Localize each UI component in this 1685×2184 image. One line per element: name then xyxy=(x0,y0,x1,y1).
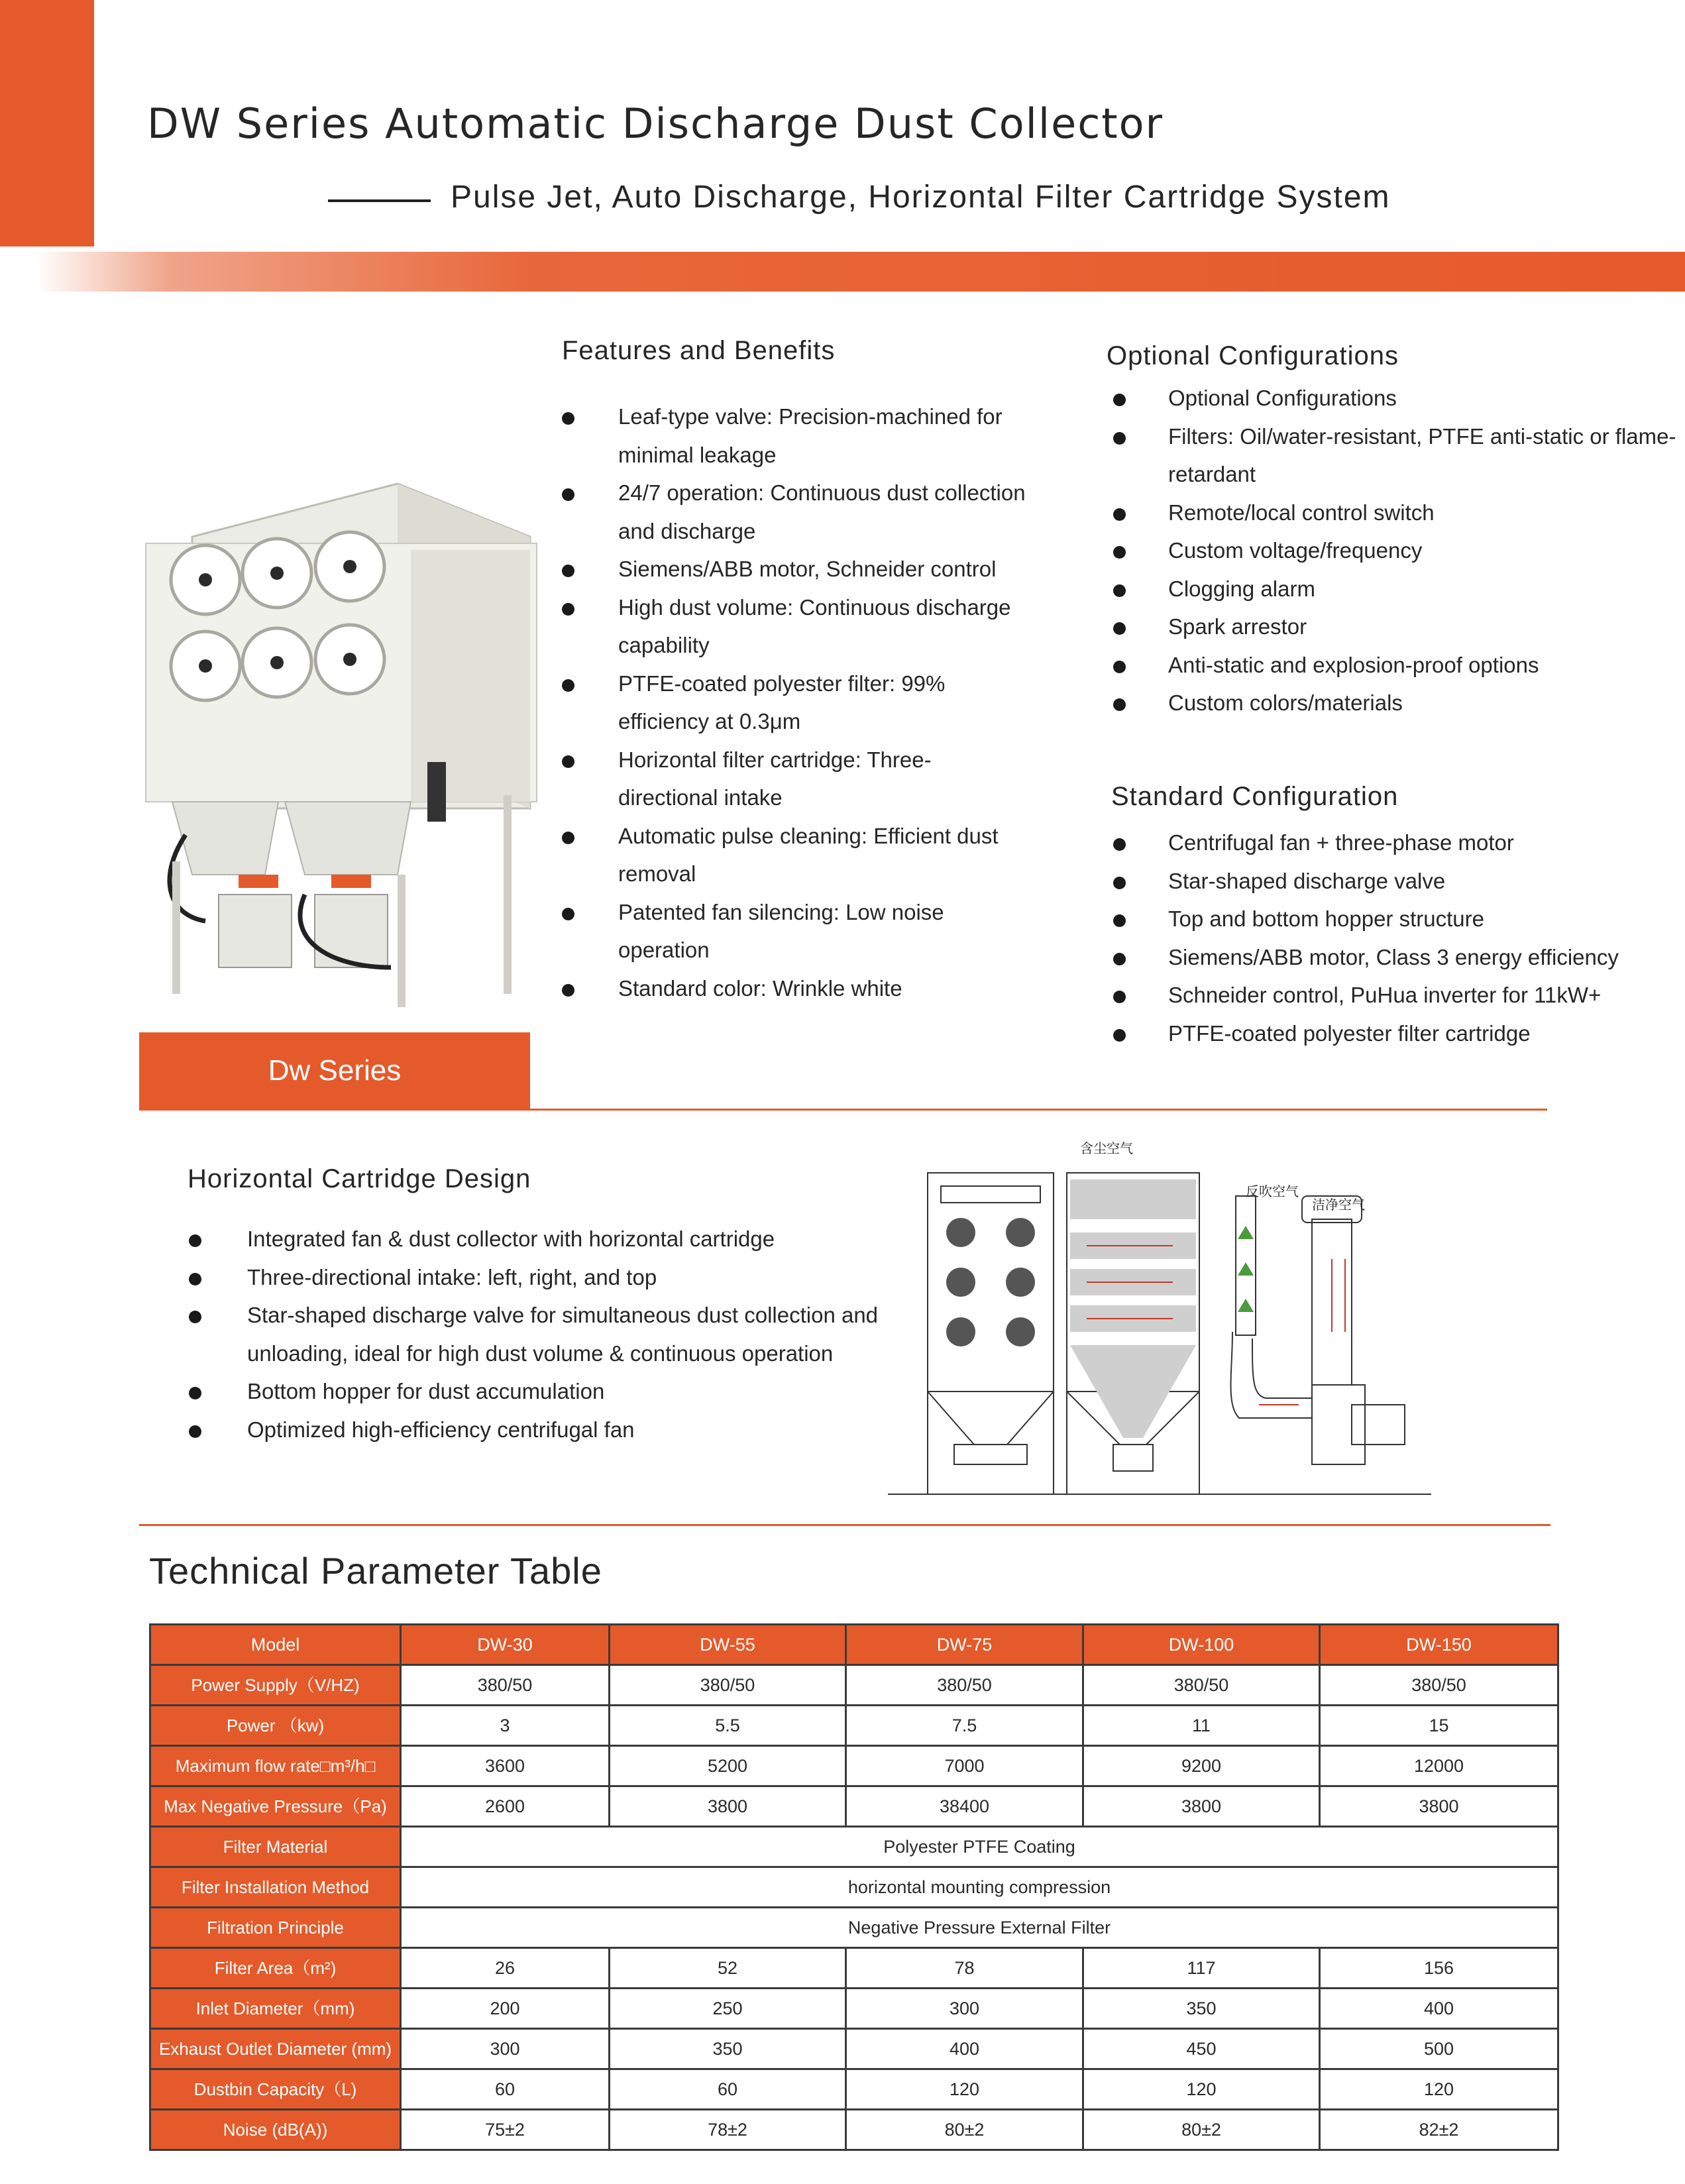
list-item: Bottom hopper for dust accumulation xyxy=(189,1372,885,1411)
table-cell: 117 xyxy=(1083,1948,1320,1989)
table-cell: 300 xyxy=(846,1989,1083,2029)
table-cell: 3800 xyxy=(610,1786,846,1827)
row-label: Filter Installation Method xyxy=(150,1867,401,1908)
table-row xyxy=(150,1706,1558,1746)
table-cell: 120 xyxy=(1320,2069,1558,2110)
table-cell: 5200 xyxy=(610,1746,846,1786)
list-item: Star-shaped discharge valve xyxy=(1113,862,1683,901)
standard-list xyxy=(1113,824,1683,1052)
list-item: Custom voltage/frequency xyxy=(1113,531,1683,570)
list-item: Clogging alarm xyxy=(1113,570,1683,608)
standard-heading: Standard Configuration xyxy=(1111,782,1399,811)
features-heading: Features and Benefits xyxy=(562,336,836,365)
row-label: Exhaust Outlet Diameter (mm) xyxy=(150,2029,401,2069)
table-row xyxy=(150,1827,1558,1867)
table-cell: 380/50 xyxy=(846,1665,1083,1706)
table-cell: 60 xyxy=(610,2069,846,2110)
table-cell: 400 xyxy=(846,2029,1083,2069)
table-cell: 80±2 xyxy=(1083,2110,1320,2150)
table-cell: horizontal mounting compression xyxy=(401,1867,1558,1908)
table-header-cell: DW-150 xyxy=(1320,1625,1558,1665)
optional-list xyxy=(1113,379,1683,722)
table-row xyxy=(150,1948,1558,1989)
table-cell: 380/50 xyxy=(401,1665,610,1706)
row-label: Filter Material xyxy=(150,1827,401,1867)
list-item: Patented fan silencing: Low noise operation xyxy=(562,893,1026,969)
table-cell: 400 xyxy=(1320,1989,1558,2029)
table-cell: 7.5 xyxy=(846,1706,1083,1746)
table-cell: 3 xyxy=(401,1706,610,1746)
horizontal-list xyxy=(189,1220,885,1448)
table-cell: 3800 xyxy=(1320,1786,1558,1827)
table-cell: Polyester PTFE Coating xyxy=(401,1827,1558,1867)
series-badge xyxy=(139,1032,530,1109)
table-cell: 52 xyxy=(610,1948,846,1989)
list-item: Leaf-type valve: Precision-machined for minimal leakage xyxy=(562,398,1026,474)
row-label: Noise (dB(A)) xyxy=(150,2110,401,2150)
row-label: Inlet Diameter（mm) xyxy=(150,1989,401,2029)
table-cell: 7000 xyxy=(846,1746,1083,1786)
list-item: Siemens/ABB motor, Class 3 energy efficiency xyxy=(1113,938,1683,977)
table-cell: 380/50 xyxy=(610,1665,846,1706)
table-row xyxy=(150,2110,1558,2150)
list-item: Siemens/ABB motor, Schneider control xyxy=(562,550,1026,588)
section-divider xyxy=(139,1524,1550,1526)
table-cell: 120 xyxy=(846,2069,1083,2110)
table-cell: 5.5 xyxy=(610,1706,846,1746)
label-pulse-air: 反吹空气 xyxy=(1246,1183,1299,1199)
table-cell: 156 xyxy=(1320,1948,1558,1989)
table-cell: 2600 xyxy=(401,1786,610,1827)
table-cell: 300 xyxy=(401,2029,610,2069)
table-header-cell: Model xyxy=(150,1625,401,1665)
list-item: Three-directional intake: left, right, and top xyxy=(189,1258,885,1297)
table-cell: 80±2 xyxy=(846,2110,1083,2150)
list-item: Optimized high-efficiency centrifugal fan xyxy=(189,1411,885,1449)
table-row xyxy=(150,1786,1558,1827)
table-cell: 82±2 xyxy=(1320,2110,1558,2150)
list-item: Top and bottom hopper structure xyxy=(1113,900,1683,938)
table-row xyxy=(150,2069,1558,2110)
header-gradient-band xyxy=(36,252,1685,292)
list-item: Integrated fan & dust collector with horizontal cartridge xyxy=(189,1220,885,1258)
features-list xyxy=(562,398,1026,1007)
table-cell: 9200 xyxy=(1083,1746,1320,1786)
horizontal-heading: Horizontal Cartridge Design xyxy=(188,1164,531,1193)
schematic-diagram xyxy=(888,1133,1431,1498)
series-label: Dw Series xyxy=(268,1054,402,1087)
page-title: DW Series Automatic Discharge Dust Collector xyxy=(147,99,1164,148)
product-photo xyxy=(133,464,543,1027)
table-cell: 60 xyxy=(401,2069,610,2110)
table-row xyxy=(150,1867,1558,1908)
list-item: Filters: Oil/water-resistant, PTFE anti-static or flame-retardant xyxy=(1113,417,1683,494)
table-cell: 15 xyxy=(1320,1706,1558,1746)
table-header-cell: DW-55 xyxy=(610,1625,846,1665)
list-item: Centrifugal fan + three-phase motor xyxy=(1113,824,1683,862)
list-item: 24/7 operation: Continuous dust collection and discharge xyxy=(562,474,1026,550)
table-row xyxy=(150,1665,1558,1706)
optional-heading: Optional Configurations xyxy=(1107,341,1399,370)
list-item: Optional Configurations xyxy=(1113,379,1683,417)
table-cell: 78 xyxy=(846,1948,1083,1989)
row-label: Maximum flow rate□m³/h□ xyxy=(150,1746,401,1786)
list-item: Standard color: Wrinkle white xyxy=(562,969,1026,1008)
section-divider xyxy=(139,1109,1547,1111)
table-cell: 380/50 xyxy=(1083,1665,1320,1706)
table-cell: 3600 xyxy=(401,1746,610,1786)
parameter-table xyxy=(149,1623,1559,2151)
table-cell: 38400 xyxy=(846,1786,1083,1827)
table-cell: 26 xyxy=(401,1948,610,1989)
row-label: Max Negative Pressure（Pa) xyxy=(150,1786,401,1827)
list-item: Horizontal filter cartridge: Three-directional intake xyxy=(562,741,1026,817)
table-cell: 380/50 xyxy=(1320,1665,1558,1706)
table-header-cell: DW-75 xyxy=(846,1625,1083,1665)
label-dusty-air: 含尘空气 xyxy=(1080,1140,1133,1156)
list-item: Remote/local control switch xyxy=(1113,494,1683,532)
list-item: PTFE-coated polyester filter cartridge xyxy=(1113,1014,1683,1053)
list-item: Automatic pulse cleaning: Efficient dust removal xyxy=(562,817,1026,893)
list-item: Anti-static and explosion-proof options xyxy=(1113,646,1683,684)
table-cell: 350 xyxy=(610,2029,846,2069)
table-cell: 200 xyxy=(401,1989,610,2029)
list-item: Spark arrestor xyxy=(1113,608,1683,646)
table-header-cell: DW-100 xyxy=(1083,1625,1320,1665)
list-item: Custom colors/materials xyxy=(1113,684,1683,722)
page-subtitle: Pulse Jet, Auto Discharge, Horizontal Filter Cartridge System xyxy=(451,180,1391,215)
list-item: PTFE-coated polyester filter: 99% efficiency at 0.3μm xyxy=(562,665,1026,741)
list-item: Star-shaped discharge valve for simultaneous dust collection and unloading, ideal for high dust volume & continuous operation xyxy=(189,1296,885,1372)
table-cell: 12000 xyxy=(1320,1746,1558,1786)
table-cell: 250 xyxy=(610,1989,846,2029)
row-label: Dustbin Capacity（L) xyxy=(150,2069,401,2110)
row-label: Power （kw) xyxy=(150,1706,401,1746)
table-cell: 78±2 xyxy=(610,2110,846,2150)
label-clean-air: 洁净空气 xyxy=(1312,1197,1365,1213)
table-row xyxy=(150,1746,1558,1786)
corner-accent-block xyxy=(0,0,94,246)
row-label: Power Supply（V/HZ) xyxy=(150,1665,401,1706)
table-header-cell: DW-30 xyxy=(401,1625,610,1665)
row-label: Filter Area（m²) xyxy=(150,1948,401,1989)
subtitle-rule xyxy=(328,199,431,202)
table-cell: 450 xyxy=(1083,2029,1320,2069)
table-row xyxy=(150,1989,1558,2029)
table-cell: 120 xyxy=(1083,2069,1320,2110)
table-row xyxy=(150,2029,1558,2069)
row-label: Filtration Principle xyxy=(150,1908,401,1948)
table-cell: Negative Pressure External Filter xyxy=(401,1908,1558,1948)
list-item: High dust volume: Continuous discharge capability xyxy=(562,588,1026,665)
table-header-row xyxy=(150,1625,1558,1665)
table-cell: 3800 xyxy=(1083,1786,1320,1827)
table-cell: 11 xyxy=(1083,1706,1320,1746)
table-heading: Technical Parameter Table xyxy=(149,1550,602,1592)
list-item: Schneider control, PuHua inverter for 11kW+ xyxy=(1113,976,1683,1014)
table-cell: 500 xyxy=(1320,2029,1558,2069)
table-cell: 75±2 xyxy=(401,2110,610,2150)
table-row xyxy=(150,1908,1558,1948)
table-cell: 350 xyxy=(1083,1989,1320,2029)
